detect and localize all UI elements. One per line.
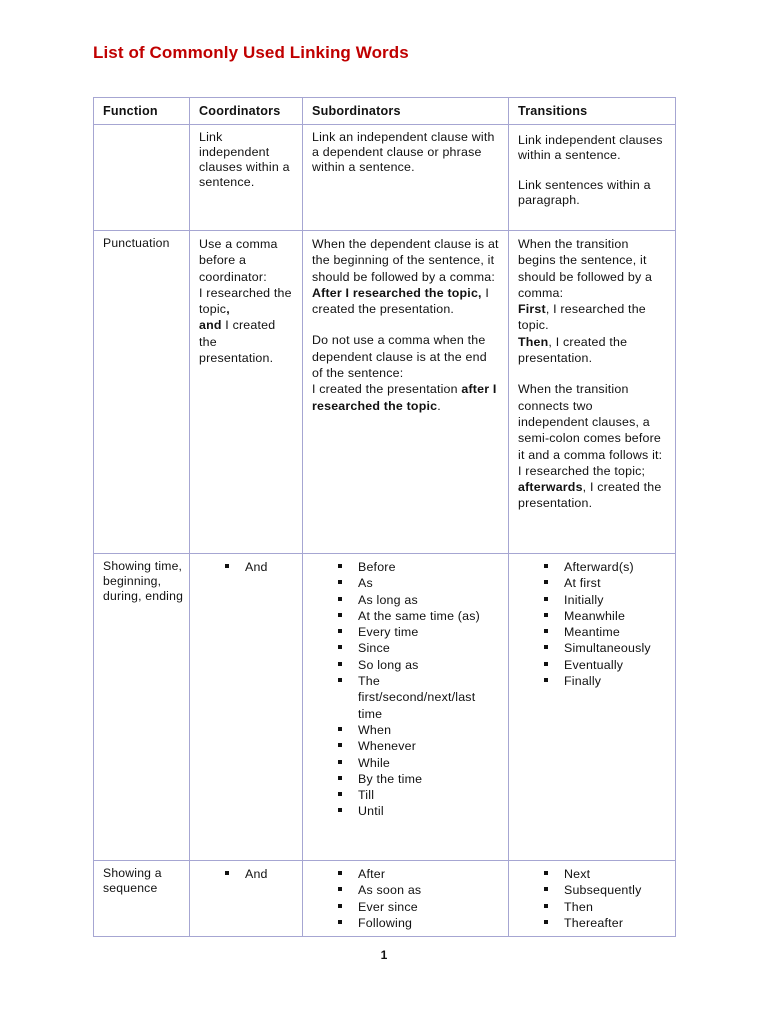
list-item: Every time: [338, 624, 499, 640]
list-item: Ever since: [338, 899, 499, 915]
example-text: I researched the topic;: [518, 463, 646, 478]
cell-text: [199, 236, 293, 366]
cell-text: [312, 236, 499, 317]
table-row: [94, 554, 676, 861]
bullet-list: [312, 559, 499, 820]
header-coordinators: Coordinators: [190, 98, 303, 125]
list-item: Then: [544, 899, 666, 915]
list-item: While: [338, 755, 499, 771]
cell-text: [312, 332, 499, 413]
list-item: Subsequently: [544, 882, 666, 898]
header-row: [94, 98, 676, 125]
example-bold: First: [518, 302, 546, 317]
list-item: Meanwhile: [544, 608, 666, 624]
subordinators-cell: [303, 861, 509, 937]
example-text: I created the presentation.: [199, 318, 276, 366]
cell-text: [518, 236, 666, 366]
example-text: , I created the presentation.: [518, 334, 628, 366]
punctuation-rule: When the transition begins the sentence, it should be followed by a comma:: [518, 237, 653, 300]
function-cell: Showing a sequence: [94, 861, 190, 937]
table-row: [94, 861, 676, 937]
list-item: As: [338, 575, 499, 591]
page-number: 1: [380, 948, 388, 962]
coordinators-cell: [190, 125, 303, 231]
cell-text: [518, 381, 666, 511]
bullet-list: [518, 559, 666, 689]
list-item: Initially: [544, 592, 666, 608]
list-item: Since: [338, 640, 499, 656]
list-item: Before: [338, 559, 499, 575]
coordinators-cell: [190, 861, 303, 937]
transitions-cell: [509, 231, 676, 554]
bullet-list: [199, 866, 293, 882]
list-item: And: [225, 866, 293, 882]
cell-text: Link independent clauses within a sentence.: [518, 133, 663, 162]
list-item: As soon as: [338, 882, 499, 898]
header-transitions: Transitions: [509, 98, 676, 125]
punctuation-rule: Do not use a comma when the dependent clause is at the end of the sentence:: [312, 333, 487, 381]
header-subordinators: Subordinators: [303, 98, 509, 125]
example-text: I created the presentation: [312, 382, 462, 397]
example-text: .: [437, 398, 441, 413]
transitions-cell: [509, 125, 676, 231]
bullet-list: [312, 866, 499, 931]
list-item: The first/second/next/last time: [338, 673, 499, 722]
list-item: Whenever: [338, 738, 499, 754]
cell-text: Link sentences within a paragraph.: [518, 178, 651, 207]
list-item: At the same time (as): [338, 608, 499, 624]
linking-words-table: [93, 97, 676, 937]
list-item: Until: [338, 803, 499, 819]
list-item: When: [338, 722, 499, 738]
example-text: , I researched the topic.: [518, 302, 646, 333]
example-text: , I created the presentation.: [518, 480, 662, 511]
function-cell: Punctuation: [94, 231, 190, 554]
list-item: As long as: [338, 592, 499, 608]
function-cell: Showing time, beginning, during, ending: [94, 554, 190, 861]
example-bold: afterwards: [518, 480, 583, 495]
table-row: [94, 125, 676, 231]
list-item: Till: [338, 787, 499, 803]
coordinators-cell: [190, 554, 303, 861]
bullet-list: [518, 866, 666, 931]
example-comma: ,: [226, 302, 230, 317]
punctuation-rule: Use a comma before a coordinator:: [199, 237, 278, 284]
list-item: So long as: [338, 657, 499, 673]
list-item: Thereafter: [544, 915, 666, 931]
cell-text: Link independent clauses within a sentence.: [199, 130, 290, 189]
list-item: Afterward(s): [544, 559, 666, 575]
list-item: Simultaneously: [544, 640, 666, 656]
function-cell: [94, 125, 190, 231]
list-item: Next: [544, 866, 666, 882]
example-text: I created the presentation.: [312, 285, 489, 317]
example-text: I researched the topic: [199, 285, 292, 317]
list-item: Following: [338, 915, 499, 931]
subordinators-cell: [303, 231, 509, 554]
subordinators-cell: [303, 554, 509, 861]
cell-text: Link an independent clause with a dependent clause or phrase within a sentence.: [312, 130, 495, 174]
bullet-list: [199, 559, 293, 575]
coordinators-cell: [190, 231, 303, 554]
transitions-cell: [509, 861, 676, 937]
punctuation-rule: When the transition connects two independent clauses, a semi-colon comes before it and a comma follows it:: [518, 382, 663, 462]
list-item: Finally: [544, 673, 666, 689]
transitions-cell: [509, 554, 676, 861]
punctuation-rule: When the dependent clause is at the beginning of the sentence, it should be followed by a comma:: [312, 237, 499, 284]
example-bold: Then: [518, 334, 549, 349]
header-function: Function: [94, 98, 190, 125]
example-coordinator: and: [199, 318, 222, 333]
table-row: [94, 231, 676, 554]
list-item: At first: [544, 575, 666, 591]
list-item: After: [338, 866, 499, 882]
list-item: Eventually: [544, 657, 666, 673]
example-bold: After I researched the topic,: [312, 285, 482, 300]
document-title: List of Commonly Used Linking Words: [93, 43, 409, 62]
list-item: And: [225, 559, 293, 575]
subordinators-cell: [303, 125, 509, 231]
list-item: Meantime: [544, 624, 666, 640]
example-bold: after I researched the topic: [312, 382, 497, 413]
list-item: By the time: [338, 771, 499, 787]
